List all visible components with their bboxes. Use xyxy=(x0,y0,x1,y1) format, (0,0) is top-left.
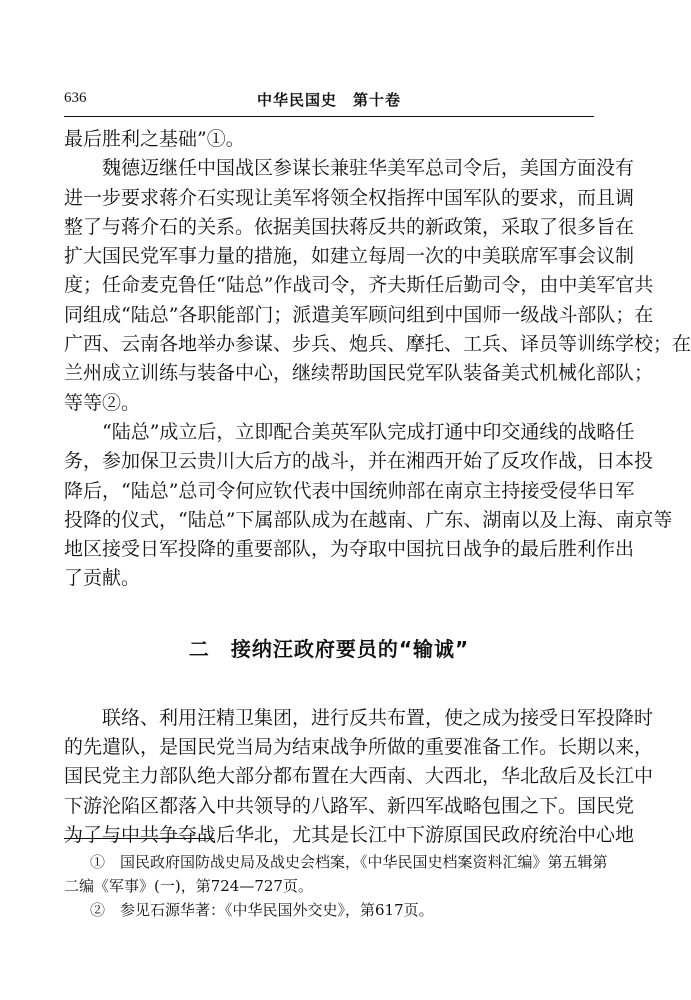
text-line: 最后胜利之基础”①。 xyxy=(64,128,245,150)
text-line: 了贡献。 xyxy=(64,567,141,590)
text-line: 等等②。 xyxy=(64,391,141,414)
footnote-1: ① 国民政府国防战史局及战史会档案，《中华民国史档案资料汇编》第五辑第 xyxy=(90,853,608,871)
page-number: 636 xyxy=(64,90,87,106)
text-line: 国民党主力部队绝大部分都布置在大西南、大西北，华北敌后及长江中 xyxy=(64,765,654,788)
text-line: 地区接受日军投降的重要部队，为夺取中国抗日战争的最后胜利作出 xyxy=(64,538,635,561)
footnote-2: ② 参见石源华著：《中华民国外交史》，第617页。 xyxy=(90,901,434,919)
text-line: “陆总”成立后，立即配合美英军队完成打通中印交通线的战略任 xyxy=(64,420,635,443)
running-title: 中华民国史 第十卷 xyxy=(256,91,401,109)
text-line: 魏德迈继任中国战区参谋长兼驻华美军总司令后，美国方面没有 xyxy=(64,157,635,180)
page-header xyxy=(64,86,594,117)
text-line: 广西、云南各地举办参谋、步兵、炮兵、摩托、工兵、译员等训练学校；在 xyxy=(64,333,691,356)
text-line: 兰州成立训练与装备中心，继续帮助国民党军队装备美式机械化部队； xyxy=(64,362,654,385)
text-line: 整了与蒋介石的关系。依据美国扶蒋反共的新政策，采取了很多旨在 xyxy=(64,215,635,238)
body-text xyxy=(64,125,691,850)
footnote-1-continued: 二编《军事》(一)，第724—727页。 xyxy=(64,877,313,895)
text-line: 投降的仪式，“陆总”下属部队成为在越南、广东、湖南以及上海、南京等 xyxy=(64,508,673,531)
text-line: 进一步要求蒋介石实现让美军将领全权指挥中国军队的要求，而且调 xyxy=(64,186,635,209)
text-line: 度；任命麦克鲁任“陆总”作战司令，齐夫斯任后勤司令，由中美军官共 xyxy=(64,274,654,297)
text-line: 务，参加保卫云贵川大后方的战斗，并在湘西开始了反攻作战，日本投 xyxy=(64,450,654,473)
text-line: 同组成“陆总”各职能部门；派遣美军顾问组到中国师一级战斗部队；在 xyxy=(64,303,654,326)
text-line: 降后，“陆总”总司令何应钦代表中国统帅部在南京主持接受侵华日军 xyxy=(64,479,635,502)
section-heading: 二 接纳汪政府要员的“输诚” xyxy=(188,636,470,661)
text-line: 联络、利用汪精卫集团，进行反共布置，使之成为接受日军投降时 xyxy=(64,706,654,729)
section-spacer xyxy=(64,594,594,628)
text-line: 的先遣队，是国民党当局为结束战争所做的重要准备工作。长期以来， xyxy=(64,736,654,759)
text-line: 扩大国民党军事力量的措施，如建立每周一次的中美联席军事会议制 xyxy=(64,245,635,268)
footnotes xyxy=(64,850,608,922)
section-spacer xyxy=(64,670,594,704)
footnote-divider xyxy=(64,838,214,839)
text-line: 为了与中共争夺战后华北，尤其是长江中下游原国民政府统治中心地 xyxy=(64,823,635,846)
text-line: 下游沦陷区都落入中共领导的八路军、新四军战略包围之下。国民党 xyxy=(64,794,635,817)
